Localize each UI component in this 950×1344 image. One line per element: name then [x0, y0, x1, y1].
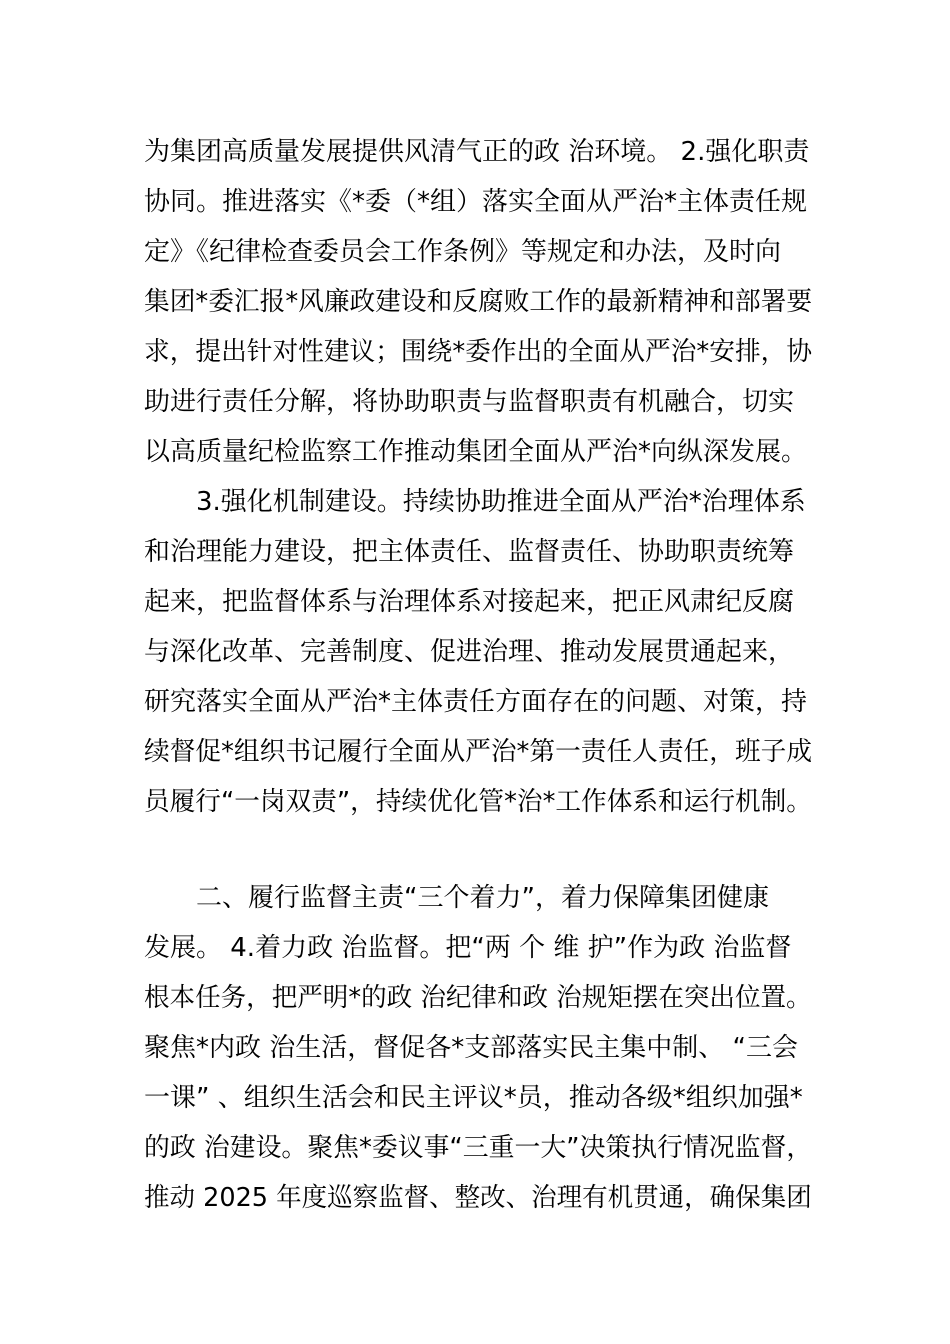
body-text-line: 一课” 、组织生活会和民主评议*员，推动各级*组织加强*: [144, 1083, 803, 1113]
body-text-line: 员履行“一岗双责”，持续优化管*治*工作体系和运行机制。: [144, 787, 812, 817]
body-text-line: 集团*委汇报*风廉政建设和反腐败工作的最新精神和部署要: [144, 287, 813, 317]
body-text-line: 为集团高质量发展提供风清气正的政 治环境。 2.强化职责: [144, 137, 810, 167]
body-text-line: 起来，把监督体系与治理体系对接起来，把正风肃纪反腐: [144, 587, 795, 617]
body-text-line: 协同。推进落实《*委（*组）落实全面从严治*主体责任规: [144, 187, 808, 217]
body-text-line: 推动 2025 年度巡察监督、整改、治理有机贯通，确保集团: [144, 1183, 812, 1213]
body-text-line: 研究落实全面从严治*主体责任方面存在的问题、对策，持: [144, 687, 808, 717]
body-text-line: 定》《纪律检查委员会工作条例》等规定和办法，及时向: [144, 237, 782, 267]
body-text-line: 与深化改革、完善制度、促进治理、推动发展贯通起来，: [144, 637, 795, 667]
body-text-line: 助进行责任分解，将协助职责与监督职责有机融合，切实: [144, 387, 795, 417]
body-text-line: 发展。 4.着力政 治监督。把“两 个 维 护”作为政 治监督: [144, 933, 792, 963]
paragraph-first-line: 3.强化机制建设。持续协助推进全面从严治*治理体系: [196, 487, 806, 517]
body-text-line: 续督促*组织书记履行全面从严治*第一责任人责任，班子成: [144, 737, 813, 767]
body-text-line: 和治理能力建设，把主体责任、监督责任、协助职责统筹: [144, 537, 795, 567]
body-text-line: 聚焦*内政 治生活，督促各*支部落实民主集中制、 “三会: [144, 1033, 798, 1063]
body-text-line: 根本任务，把严明*的政 治纪律和政 治规矩摆在突出位置。: [144, 983, 812, 1013]
body-text-line: 以高质量纪检监察工作推动集团全面从严治*向纵深发展。: [144, 437, 808, 467]
body-text-line: 求，提出针对性建议；围绕*委作出的全面从严治*安排，协: [144, 337, 813, 367]
section-heading-line: 二、履行监督主责“三个着力”，着力保障集团健康: [196, 883, 769, 913]
body-text-line: 的政 治建设。聚焦*委议事“三重一大”决策执行情况监督，: [144, 1133, 813, 1163]
